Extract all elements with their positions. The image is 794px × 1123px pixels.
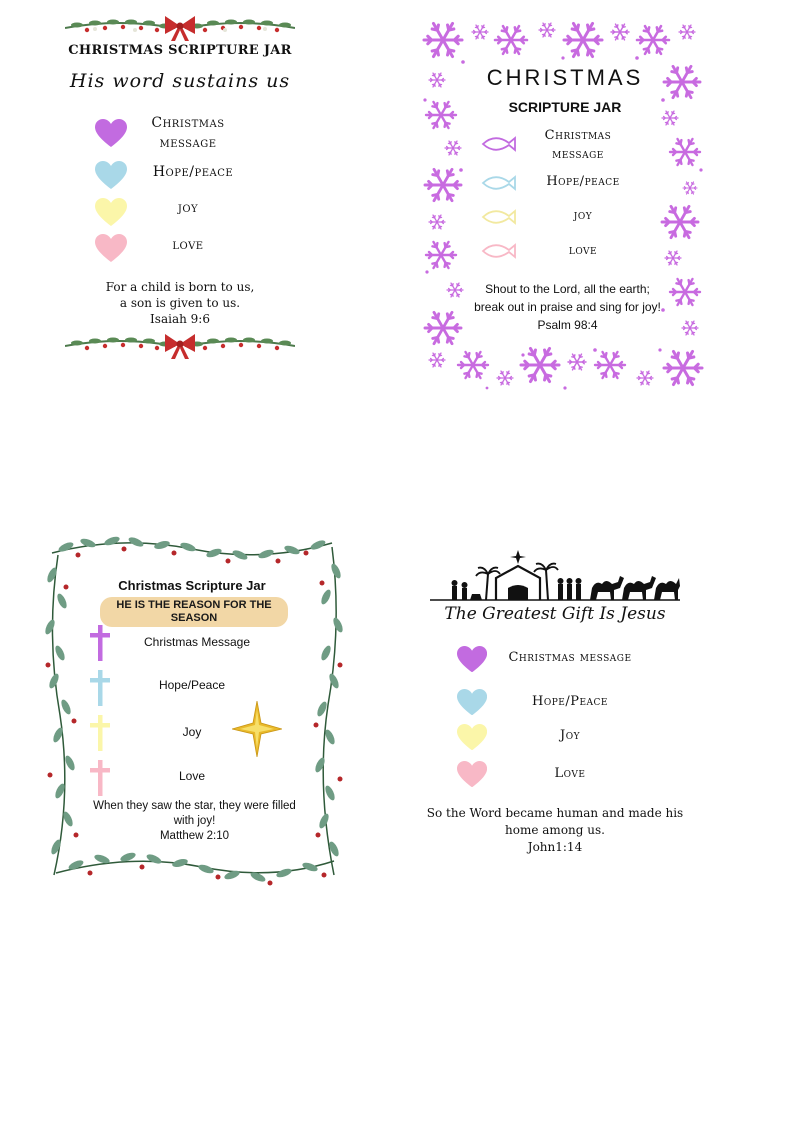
card3-item-label: Christmas Message [143,635,251,649]
cross-icon-pink [90,760,110,796]
card3-verse-line2: with joy! [173,815,216,827]
card2-item-label: Christmas message [544,128,612,162]
card4-verse-line1: So the Word became human and made his [426,806,684,820]
card4-title: The Greatest Gift Is Jesus [444,604,666,624]
card1-item-label: joy [177,200,199,216]
garland-top-icon [65,14,295,42]
fish-icon-yellow [481,208,517,226]
card4-item-label: Joy [559,728,581,743]
card-christmas-scripture-jar-2 [415,10,715,395]
card2-item-label: love [568,243,598,258]
heart-icon-purple [457,646,487,672]
card2-subtitle: SCRIPTURE JAR [508,99,622,115]
card4-reference: John1:14 [527,840,583,854]
nativity-silhouette-icon [430,548,680,604]
fish-icon-blue [481,174,517,192]
card1-verse-line1: For a child is born to us, [105,280,255,294]
card1-title: CHRISTMAS SCRIPTURE JAR [68,43,292,58]
card2-verse-line2: break out in praise and sing for joy! [474,300,661,314]
heart-icon-blue [457,689,487,715]
cross-icon-blue [90,670,110,706]
card2-item-label: Hope/peace [546,174,620,189]
heart-icon-purple [95,119,127,147]
cross-icon-yellow [90,715,110,751]
card3-item-label: Hope/Peace [158,678,226,692]
card1-item-label: love [172,237,204,253]
card-christmas-scripture-jar-3 [42,535,347,890]
fish-icon-pink [481,242,517,260]
heart-icon-yellow [457,724,487,750]
card2-item-label: joy [573,208,593,223]
cross-icon-purple [90,625,110,661]
heart-icon-pink [457,761,487,787]
card3-reference: Matthew 2:10 [159,830,230,842]
card4-verse-line2: home among us. [505,823,605,837]
card3-banner: HE IS THE REASON FOR THE SEASON [100,597,288,627]
card4-item-label: Christmas message [508,650,632,665]
card3-item-label: Joy [182,725,202,739]
card1-item-label: Hope/peace [152,164,234,180]
fish-icon-purple [481,135,517,153]
heart-icon-yellow [95,198,127,226]
card1-reference: Isaiah 9:6 [150,312,210,326]
card-christmas-scripture-jar-1 [55,12,305,367]
star-icon [232,701,282,757]
card3-verse-line1: When they saw the star, they were filled [93,800,296,812]
card2-verse-line1: Shout to the Lord, all the earth; [485,282,650,296]
card3-title: Christmas Scripture Jar [118,578,266,593]
heart-icon-pink [95,234,127,262]
card2-title: CHRISTMAS [486,65,644,90]
card1-verse-line2: a son is given to us. [119,296,241,310]
card2-reference: Psalm 98:4 [537,318,598,332]
card1-item-label: Christmas message [151,115,225,151]
card4-item-label: Hope/Peace [532,694,608,709]
heart-icon-blue [95,161,127,189]
garland-bottom-icon [65,332,295,360]
card1-subtitle: His word sustains us [69,70,291,92]
card4-item-label: Love [554,766,586,781]
card3-item-label: Love [178,769,206,783]
card-the-greatest-gift [420,548,690,868]
